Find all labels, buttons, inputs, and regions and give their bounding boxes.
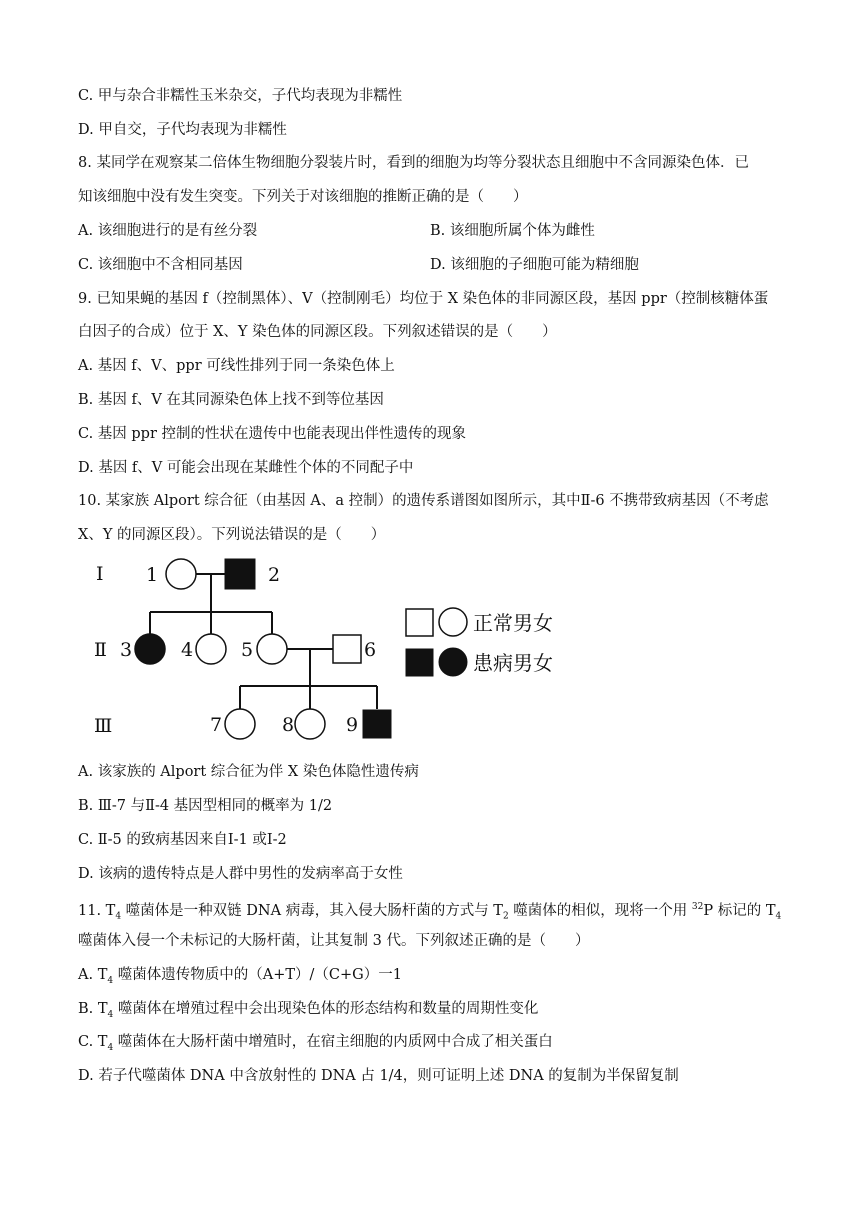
q8-option-d: D. 该细胞的子细胞可能为精细胞 bbox=[430, 257, 639, 273]
q10-stem-line2: X、Y 的同源区段）。下列说法错误的是（ ） bbox=[78, 527, 386, 543]
individual-I-1 bbox=[166, 559, 196, 589]
individual-II-5 bbox=[257, 634, 287, 664]
individual-label-4: 4 bbox=[181, 639, 194, 661]
q10-option-c: C. Ⅱ-5 的致病基因来自Ⅰ-1 或Ⅰ-2 bbox=[78, 832, 287, 848]
individual-label-9: 9 bbox=[346, 714, 359, 736]
generation-label-3: Ⅲ bbox=[94, 715, 113, 737]
q8-option-c: C. 该细胞中不含相同基因 bbox=[78, 257, 243, 273]
q9-stem-line1: 9. 已知果蝇的基因 f（控制黑体）、V（控制刚毛）均位于 X 染色体的非同源区段，基因 ppr（控制核糖体蛋 bbox=[78, 291, 769, 307]
individual-label-8: 8 bbox=[282, 714, 295, 736]
q8-stem-line2: 知该细胞中没有发生突变。下列关于对该细胞的推断正确的是（ ） bbox=[78, 189, 528, 205]
q11-stem-line2: 噬菌体入侵一个未标记的大肠杆菌，让其复制 3 代。下列叙述正确的是（ ） bbox=[78, 933, 590, 949]
q10-option-b: B. Ⅲ-7 与Ⅱ-4 基因型相同的概率为 1/2 bbox=[78, 798, 333, 814]
individual-II-3 bbox=[135, 634, 165, 664]
legend-affected-female-symbol bbox=[439, 648, 467, 676]
individual-label-7: 7 bbox=[210, 714, 223, 736]
individual-label-5: 5 bbox=[241, 639, 254, 661]
individual-I-2 bbox=[225, 559, 255, 589]
individual-III-7 bbox=[225, 709, 255, 739]
q7-option-c: C. 甲与杂合非糯性玉米杂交，子代均表现为非糯性 bbox=[78, 88, 403, 104]
individual-III-8 bbox=[295, 709, 325, 739]
q10-option-a: A. 该家族的 Alport 综合征为伴 X 染色体隐性遗传病 bbox=[78, 764, 419, 780]
legend-normal-female-symbol bbox=[439, 608, 467, 636]
q11-stem-line1: 11. $T_4$ 噬菌体是一种双链 DNA 病毒，其入侵大肠杆菌的方式与 $T_2$ 噬菌体的相似，现将一个用 $^{32}$P 标记的 $T_4$ bbox=[78, 902, 782, 922]
q10-stem-line1: 10. 某家族 Alport 综合征（由基因 A、a 控制）的遗传系谱图如图所示，其中Ⅱ-6 不携带致病基因（不考虑 bbox=[78, 493, 769, 509]
q11-option-d: D. 若子代噬菌体 DNA 中含放射性的 DNA 占 1/4，则可证明上述 DNA 的复制为半保留复制 bbox=[78, 1068, 679, 1084]
pedigree-chart bbox=[90, 552, 590, 744]
q9-option-b: B. 基因 f、V 在其同源染色体上找不到等位基因 bbox=[78, 392, 384, 408]
q11-option-a: A. $T_4$ 噬菌体遗传物质中的（A+T）/（C+G）一1 bbox=[78, 967, 402, 986]
legend-normal-label: 正常男女 bbox=[473, 611, 553, 635]
generation-label-1: Ⅰ bbox=[96, 563, 104, 585]
q9-option-c: C. 基因 ppr 控制的性状在遗传中也能表现出伴性遗传的现象 bbox=[78, 426, 467, 442]
q11-option-c: C. $T_4$ 噬菌体在大肠杆菌中增殖时，在宿主细胞的内质网中合成了相关蛋白 bbox=[78, 1034, 553, 1053]
generation-label-2: Ⅱ bbox=[94, 639, 107, 661]
q8-stem-line1: 8. 某同学在观察某二倍体生物细胞分裂装片时，看到的细胞为均等分裂状态且细胞中不含同源染色体．已 bbox=[78, 155, 749, 171]
individual-III-9 bbox=[363, 710, 391, 738]
q9-stem-line2: 白因子的合成）位于 X、Y 染色体的同源区段。下列叙述错误的是（ ） bbox=[78, 324, 557, 340]
legend-affected-male-symbol bbox=[406, 649, 433, 676]
individual-label-2: 2 bbox=[268, 564, 281, 586]
q10-option-d: D. 该病的遗传特点是人群中男性的发病率高于女性 bbox=[78, 866, 403, 882]
individual-II-6 bbox=[333, 635, 361, 663]
legend-normal-male-symbol bbox=[406, 609, 433, 636]
q9-option-d: D. 基因 f、V 可能会出现在某雌性个体的不同配子中 bbox=[78, 460, 414, 476]
individual-label-1: 1 bbox=[146, 564, 159, 586]
legend-affected-label: 患病男女 bbox=[473, 651, 553, 675]
q7-option-d: D. 甲自交，子代均表现为非糯性 bbox=[78, 122, 287, 138]
individual-II-4 bbox=[196, 634, 226, 664]
q9-option-a: A. 基因 f、V、ppr 可线性排列于同一条染色体上 bbox=[78, 358, 395, 374]
individual-label-3: 3 bbox=[120, 639, 133, 661]
q11-option-b: B. $T_4$ 噬菌体在增殖过程中会出现染色体的形态结构和数量的周期性变化 bbox=[78, 1001, 539, 1020]
q8-option-a: A. 该细胞进行的是有丝分裂 bbox=[78, 223, 258, 239]
individual-label-6: 6 bbox=[364, 639, 377, 661]
q8-option-b: B. 该细胞所属个体为雌性 bbox=[430, 223, 595, 239]
